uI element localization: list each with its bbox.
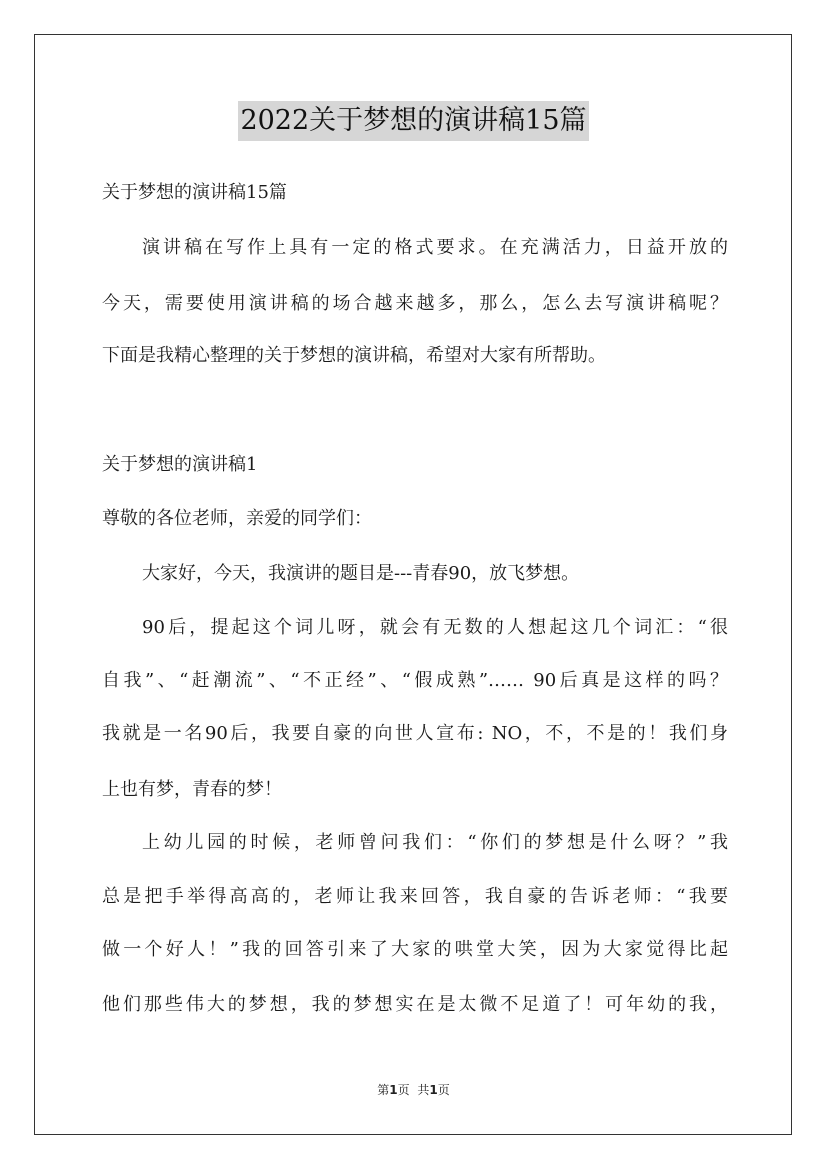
text-line: 上幼儿园的时候，老师曾问我们：“你们的梦想是什么呀？”我 [142, 832, 728, 853]
text-line: 上也有梦，青春的梦！ [102, 779, 282, 800]
text-line: 尊敬的各位老师，亲爱的同学们： [102, 508, 372, 529]
text-line: 我就是一名90后，我要自豪的向世人宣布: NO，不，不是的！我们身 [102, 723, 728, 744]
text-line: 做一个好人！”我的回答引来了大家的哄堂大笑，因为大家觉得比起 [102, 939, 728, 960]
total-unit: 页 [437, 1083, 450, 1097]
text-line: 自我”、“赶潮流”、“不正经”、“假成熟”…… 90后真是这样的吗？ [102, 670, 728, 691]
text-line: 总是把手举得高高的，老师让我来回答，我自豪的告诉老师：“我要 [102, 886, 728, 907]
text-line: 今天，需要使用演讲稿的场合越来越多，那么，怎么去写演讲稿呢？ [102, 293, 728, 314]
text-line: 他们那些伟大的梦想，我的梦想实在是太微不足道了！可年幼的我， [102, 994, 728, 1015]
total-prefix: 共 [417, 1083, 430, 1097]
page-prefix: 第 [377, 1083, 390, 1097]
text-line: 下面是我精心整理的关于梦想的演讲稿，希望对大家有所帮助。 [102, 345, 606, 366]
total-pages: 1 [429, 1083, 438, 1097]
page-number: 1 [389, 1083, 398, 1097]
text-line: 关于梦想的演讲稿15篇 [102, 182, 287, 203]
text-line: 90后，提起这个词儿呀，就会有无数的人想起这几个词汇：“很 [142, 617, 728, 638]
title-container [0, 101, 827, 141]
page-unit: 页 [397, 1083, 410, 1097]
text-line: 关于梦想的演讲稿1 [102, 454, 258, 475]
page-footer [0, 1081, 827, 1099]
text-line: 演讲稿在写作上具有一定的格式要求。在充满活力，日益开放的 [142, 237, 728, 258]
document-title: 2022关于梦想的演讲稿15篇 [238, 101, 588, 141]
text-line: 大家好，今天，我演讲的题目是---青春90，放飞梦想。 [142, 563, 580, 584]
